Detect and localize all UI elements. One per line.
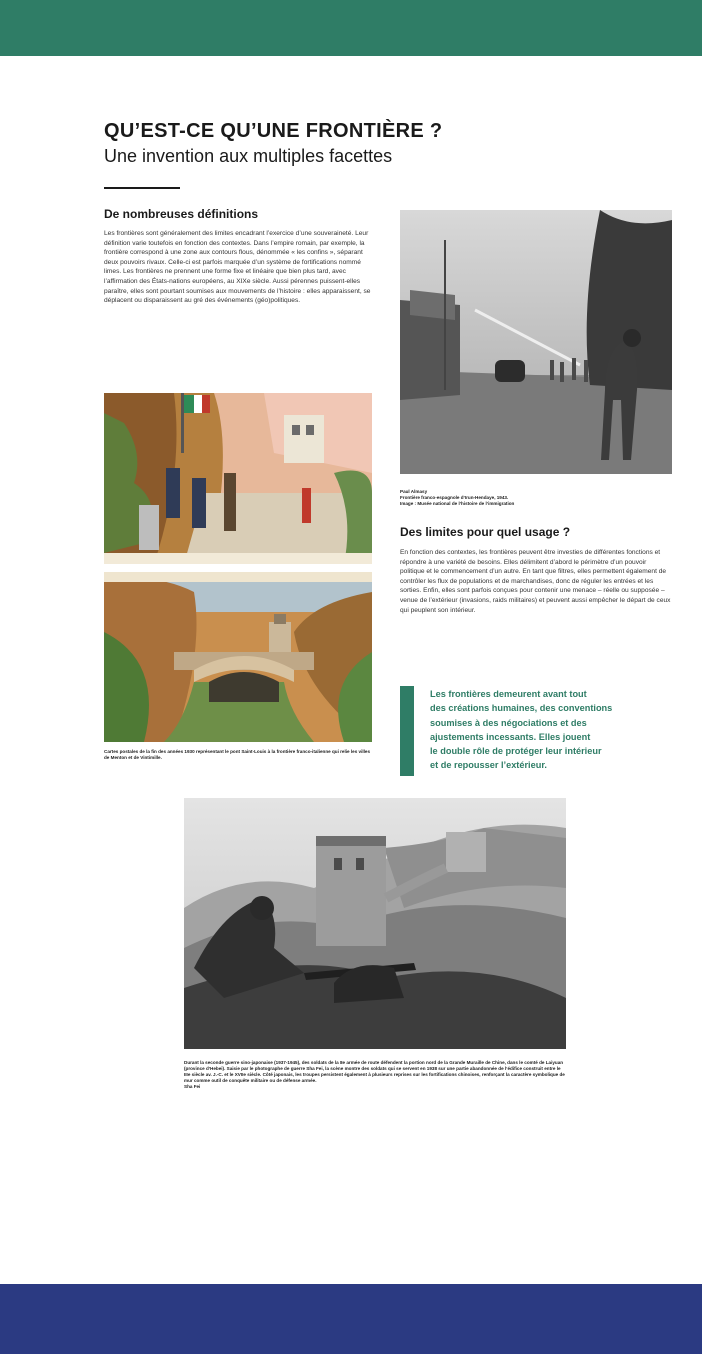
photo-caption-credit: Paul Almasy Frontière franco-espagnole d’Irun-Hendaye, 1943. Image : Musée national de l’histoire de l’immigration	[400, 489, 515, 506]
page-subtitle: Une invention aux multiples facettes	[104, 146, 393, 166]
postcard-border-post	[104, 393, 372, 564]
photo-great-wall-soldiers	[184, 798, 566, 1049]
section-heading-definitions: De nombreuses définitions	[104, 207, 259, 221]
title-divider	[104, 187, 180, 189]
page-title: QU’EST-CE QU’UNE FRONTIÈRE ?	[104, 120, 443, 142]
postcards-caption: Cartes postales de la fin des années 1930 représentant le pont Saint-Louis à la frontière franco-italienne qui relie les villes de Menton et de Vintimille.	[104, 749, 371, 760]
great-wall-caption: Durant la seconde guerre sino-japonaise (1937-1945), des soldats de la 8e armée de route défendent la portion nord de la Grande Muraille de Chine, dans le comté de Laiyuan (province d’Hebei). Saisie par le photographe de guerre Sha Fei, la scène montre des soldats qui se servent en 1938 sur une partie abandonnée de l’édifice construit entre le IIIe siècle av. J.-C. et le XVIIe siècle. Côté japonais, les troupes persistent également à plusieurs reprises sur les fortifications chinoises, renforçant la caractère symbolique de mur comme outil de conquête militaire ou de défense armée. Sha Fei	[184, 1060, 565, 1089]
header-band	[0, 0, 702, 56]
footer-band	[0, 1284, 702, 1354]
section-heading-usage: Des limites pour quel usage ?	[400, 525, 571, 539]
section-body-usage: En fonction des contextes, les frontières peuvent être investies de différentes fonctions et répondre à une variété de besoins. Elles délimitent d’abord le périmètre d’un pouvoir politique et le commencement d’un autre. En tant que filtres, elles permettent également de contrôler les flux de populations et de marchandises, donc de réguler les entrées et les sorties. Enfin, elles sont parfois conçues pour contenir une menace – réelle ou supposée – venue de l’extérieur (invasions, raids militaires) et peuvent aussi empêcher le départ de ceux qui peuplent son intérieur.	[400, 549, 671, 614]
great-wall-credit: Sha Fei	[184, 1084, 201, 1089]
postcard-saint-louis-bridge	[104, 572, 372, 742]
photo-border-crossing	[400, 210, 672, 474]
section-body-definitions: Les frontières sont généralement des limites encadrant l’exercice d’une souveraineté. Leur définition varie toutefois en fonction des contextes. Dans l’empire romain, par exemple, la frontière correspond à une zone aux contours flous, dénommée « les confins », séparant deux pouvoirs rivaux. Celle-ci est parfois marquée d’un système de fortifications nommé limes. Les frontières ne prennent une forme fixe et linéaire que bien plus tard, avec l’affirmation des États-nations européens, au XIXe siècle. Aussi pérennes puissent-elles paraître, elles sont pourtant soumises aux mouvements de l’histoire : elles apparaissent, se déplacent ou disparaissent au gré des événements (géo)politiques.	[104, 230, 371, 305]
quote-accent-bar	[400, 686, 414, 776]
pull-quote: Les frontières demeurent avant tout des créations humaines, des conventions soumises à des négociations et des ajustements incessants. Elles jouent le double rôle de protéger leur intérieur et de repousser l’extérieur.	[430, 689, 613, 771]
